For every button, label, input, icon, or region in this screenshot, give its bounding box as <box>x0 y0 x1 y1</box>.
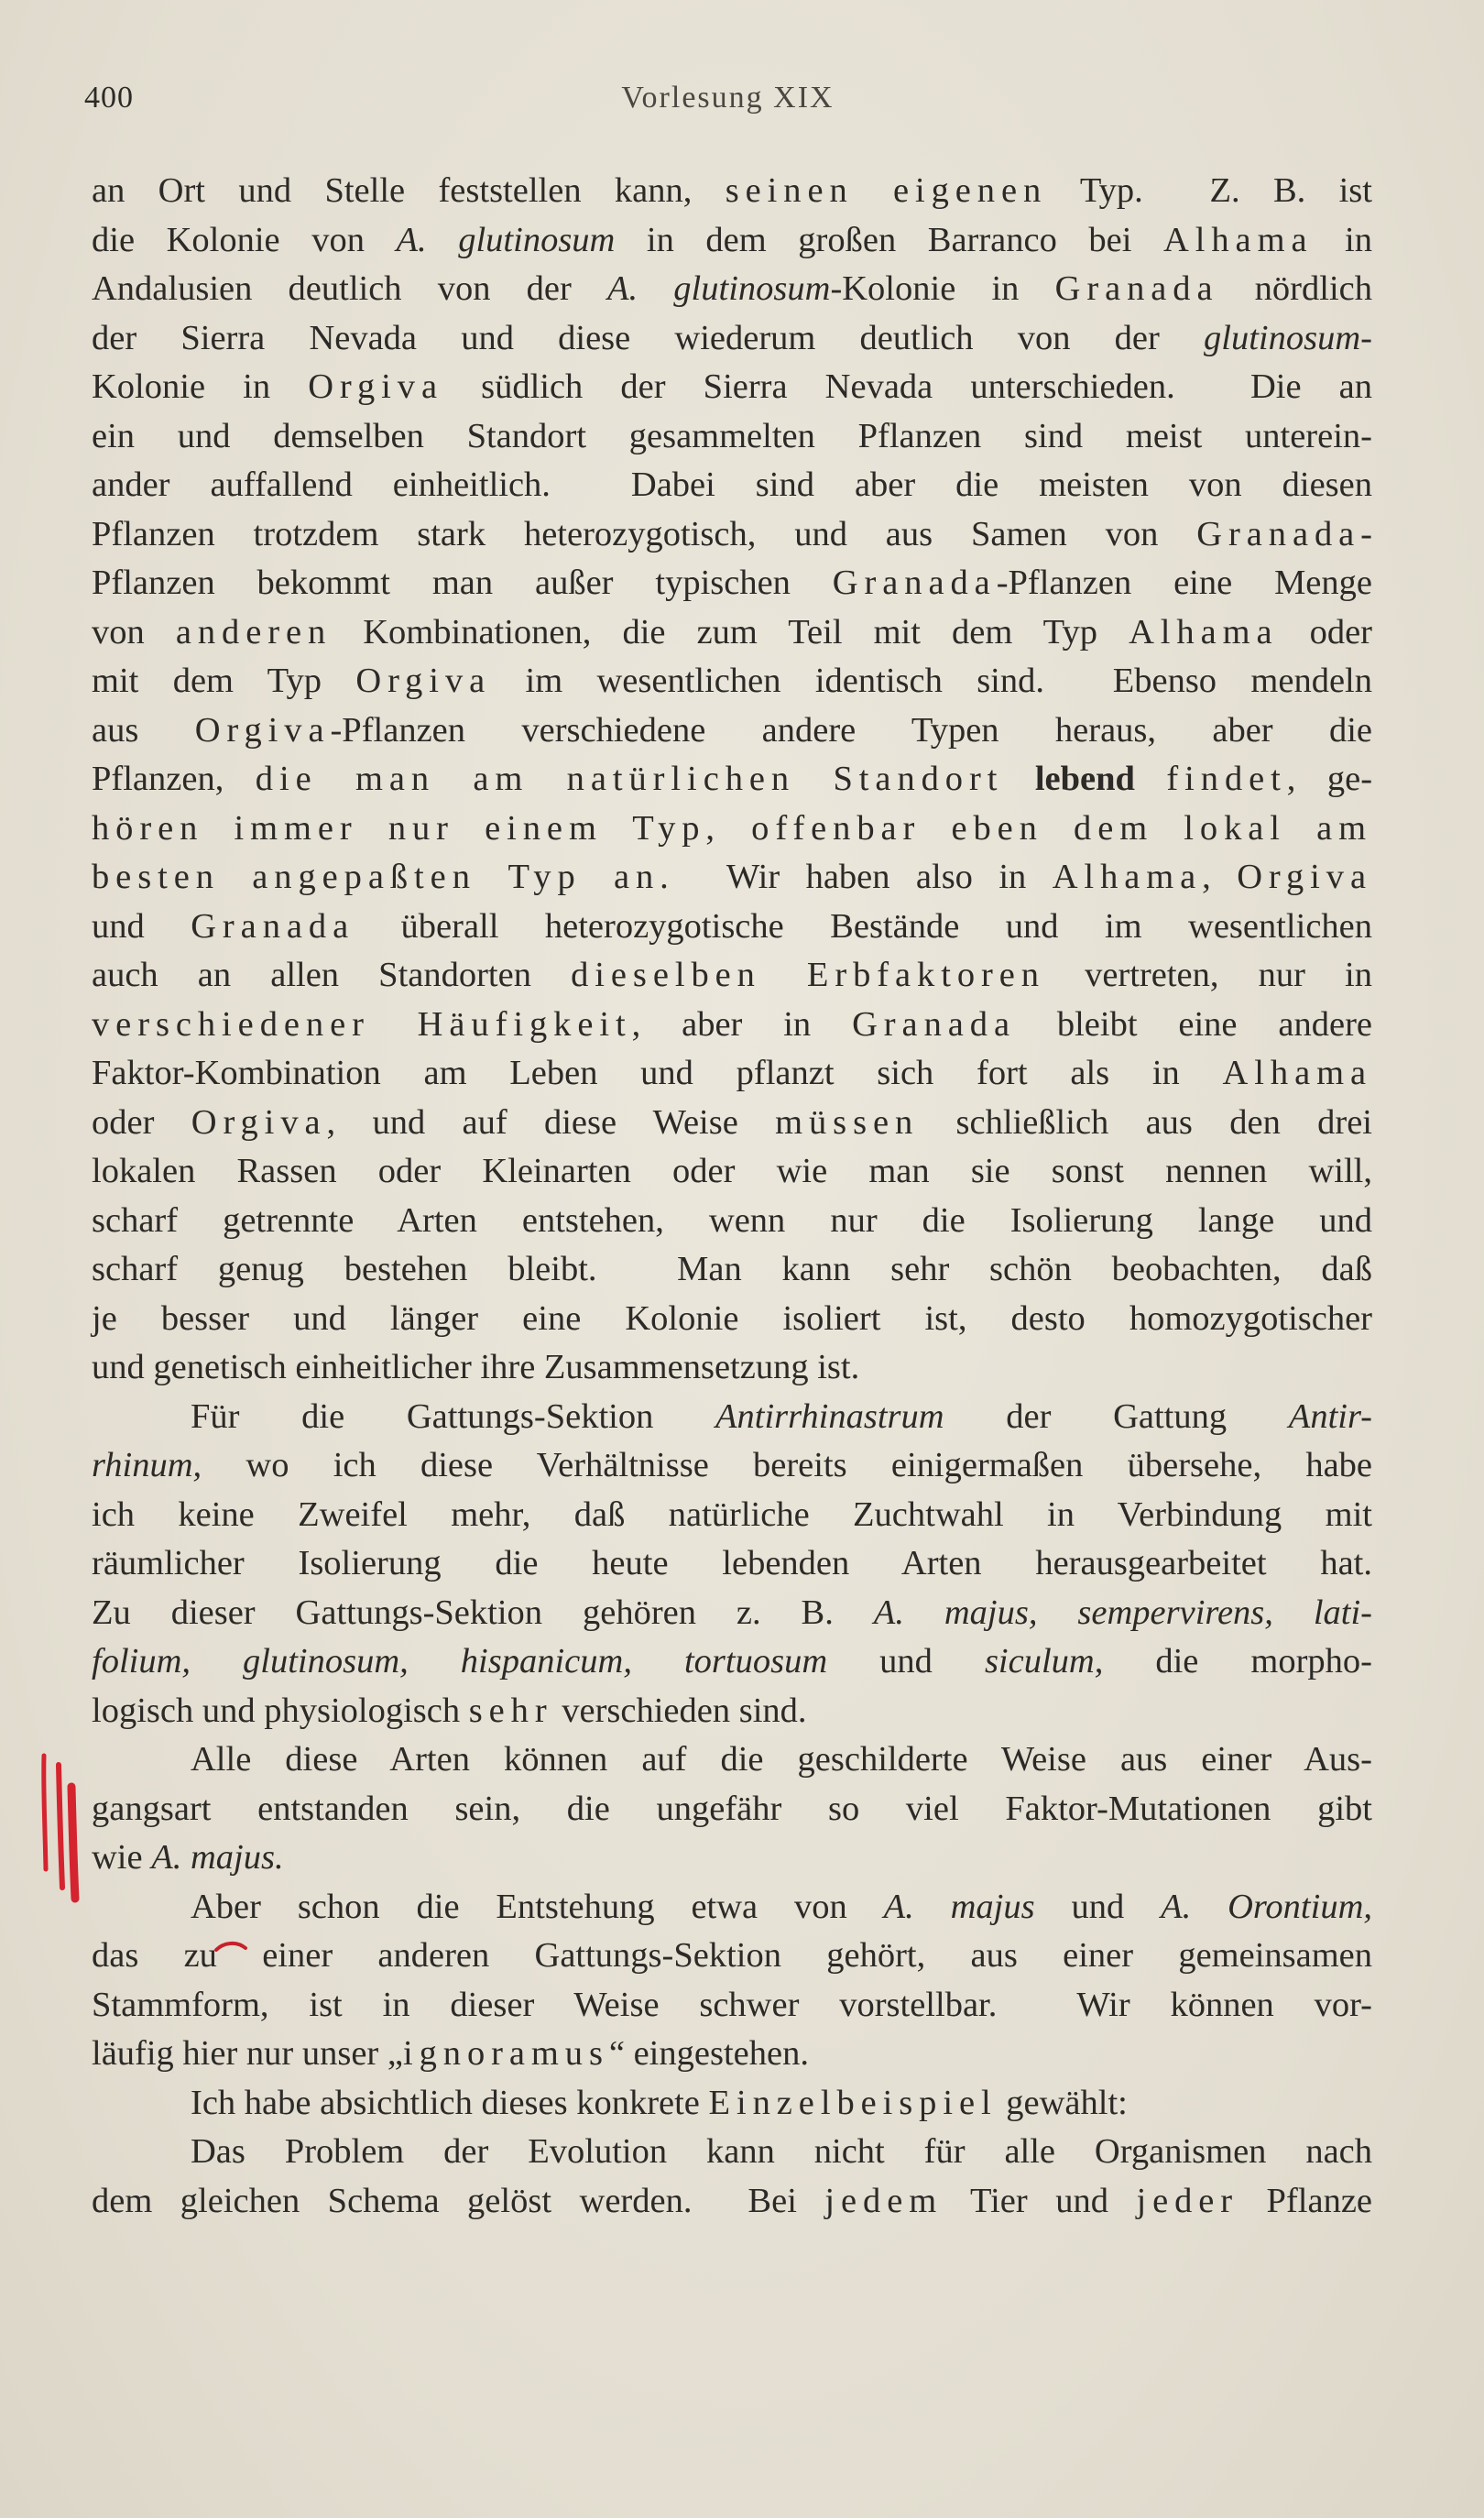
text-line: hören immer nur einem Typ, offenbar eben dem lokal am <box>92 808 1372 848</box>
text-line: Stammform, ist in dieser Weise schwer vorstellbar. Wir können vor- <box>92 1985 1372 2024</box>
text-line: aus Orgiva-Pflanzen verschiedene andere Typen heraus, aber die <box>92 710 1372 750</box>
text-line: Pflanzen bekommt man außer typischen Granada-Pflanzen eine Menge <box>92 564 1372 602</box>
page-header <box>84 81 1371 126</box>
text-line: Kolonie in Orgiva südlich der Sierra Nevada unterschieden. Die an <box>92 367 1373 406</box>
text-line: oder Orgiva, und auf diese Weise müssen schließlich aus den drei <box>92 1102 1372 1142</box>
text-line: Aber schon die Entstehung etwa von A. majus und A. Orontium, <box>191 1887 1373 1926</box>
text-line: Pflanzen, die man am natürlichen Standort lebend findet, ge- <box>92 760 1373 798</box>
text-line: scharf genug bestehen bleibt. Man kann sehr schön beobachten, daß <box>92 1250 1372 1288</box>
text-line: rhinum, wo ich diese Verhältnisse bereits einigermaßen übersehe, habe <box>92 1446 1372 1484</box>
text-line: ein und demselben Standort gesammelten Pflanzen sind meist unterein- <box>92 416 1372 455</box>
page-number: 400 <box>84 81 134 115</box>
text-line: lokalen Rassen oder Kleinarten oder wie man sie sonst nennen will, <box>92 1152 1372 1190</box>
text-line: läufig hier nur unser „ignoramus“ eingestehen. <box>92 2034 809 2073</box>
text-line: mit dem Typ Orgiva im wesentlichen identisch sind. Ebenso mendeln <box>92 662 1372 700</box>
red-margin-mark <box>35 1750 90 1906</box>
text-line: verschiedener Häufigkeit, aber in Granada bleibt eine andere <box>92 1004 1372 1044</box>
text-line: Faktor-Kombination am Leben und pflanzt sich fort als in Alhama <box>92 1054 1372 1092</box>
text-line: die Kolonie von A. glutinosum in dem großen Barranco bei Alhama in <box>92 220 1372 259</box>
text-line: gangsart entstanden sein, die ungefähr so viel Faktor-Mutationen gibt <box>92 1789 1372 1828</box>
text-line: und Granada überall heterozygotische Bestände und im wesentlichen <box>92 906 1373 946</box>
running-head: Vorlesung XIX <box>621 81 835 115</box>
text-line: Das Problem der Evolution kann nicht für alle Organismen nach <box>191 2132 1372 2171</box>
text-line: von anderen Kombinationen, die zum Teil mit dem Typ Alhama oder <box>92 612 1372 651</box>
text-line: wie A. majus. <box>92 1838 284 1877</box>
text-line: folium, glutinosum, hispanicum, tortuosum und siculum, die morpho- <box>92 1642 1373 1680</box>
text-line: der Sierra Nevada und diese wiederum deutlich von der glutinosum- <box>92 318 1372 357</box>
text-line: Andalusien deutlich von der A. glutinosum-Kolonie in Granada nördlich <box>92 269 1372 308</box>
red-pen-mark <box>213 1939 249 1954</box>
text-line: und genetisch einheitlicher ihre Zusammensetzung ist. <box>92 1348 860 1386</box>
body-text <box>92 167 1372 2226</box>
text-line: Für die Gattungs-Sektion Antirrhinastrum der Gattung Antir- <box>191 1396 1372 1436</box>
text-line: besten angepaßten Typ an. Wir haben also in Alhama, Orgiva <box>92 858 1372 896</box>
text-line: dem gleichen Schema gelöst werden. Bei jedem Tier und jeder Pflanze <box>92 2181 1373 2220</box>
text-line: Zu dieser Gattungs-Sektion gehören z. B. A. majus, sempervirens, lati- <box>92 1593 1372 1632</box>
text-line: Alle diese Arten können auf die geschilderte Weise aus einer Aus- <box>191 1740 1372 1779</box>
text-line: auch an allen Standorten dieselben Erbfaktoren vertreten, nur in <box>92 956 1372 994</box>
text-line: ich keine Zweifel mehr, daß natürliche Zuchtwahl in Verbindung mit <box>92 1494 1372 1534</box>
text-line: ander auffallend einheitlich. Dabei sind aber die meisten von diesen <box>92 465 1372 504</box>
text-line: räumlicher Isolierung die heute lebenden Arten herausgearbeitet hat. <box>92 1544 1372 1582</box>
text-line: Ich habe absichtlich dieses konkrete Einzelbeispiel gewählt: <box>191 2083 1128 2122</box>
text-line: Pflanzen trotzdem stark heterozygotisch, und aus Samen von Granada- <box>92 514 1372 553</box>
text-line: je besser und länger eine Kolonie isoliert ist, desto homozygotischer <box>92 1298 1372 1338</box>
text-line: an Ort und Stelle feststellen kann, seinen eigenen Typ. Z. B. ist <box>92 171 1372 210</box>
text-line: logisch und physiologisch sehr verschieden sind. <box>92 1691 807 1730</box>
text-line: scharf getrennte Arten entstehen, wenn nur die Isolierung lange und <box>92 1200 1372 1240</box>
text-line: das zu einer anderen Gattungs-Sektion gehört, aus einer gemeinsamen <box>92 1936 1372 1975</box>
